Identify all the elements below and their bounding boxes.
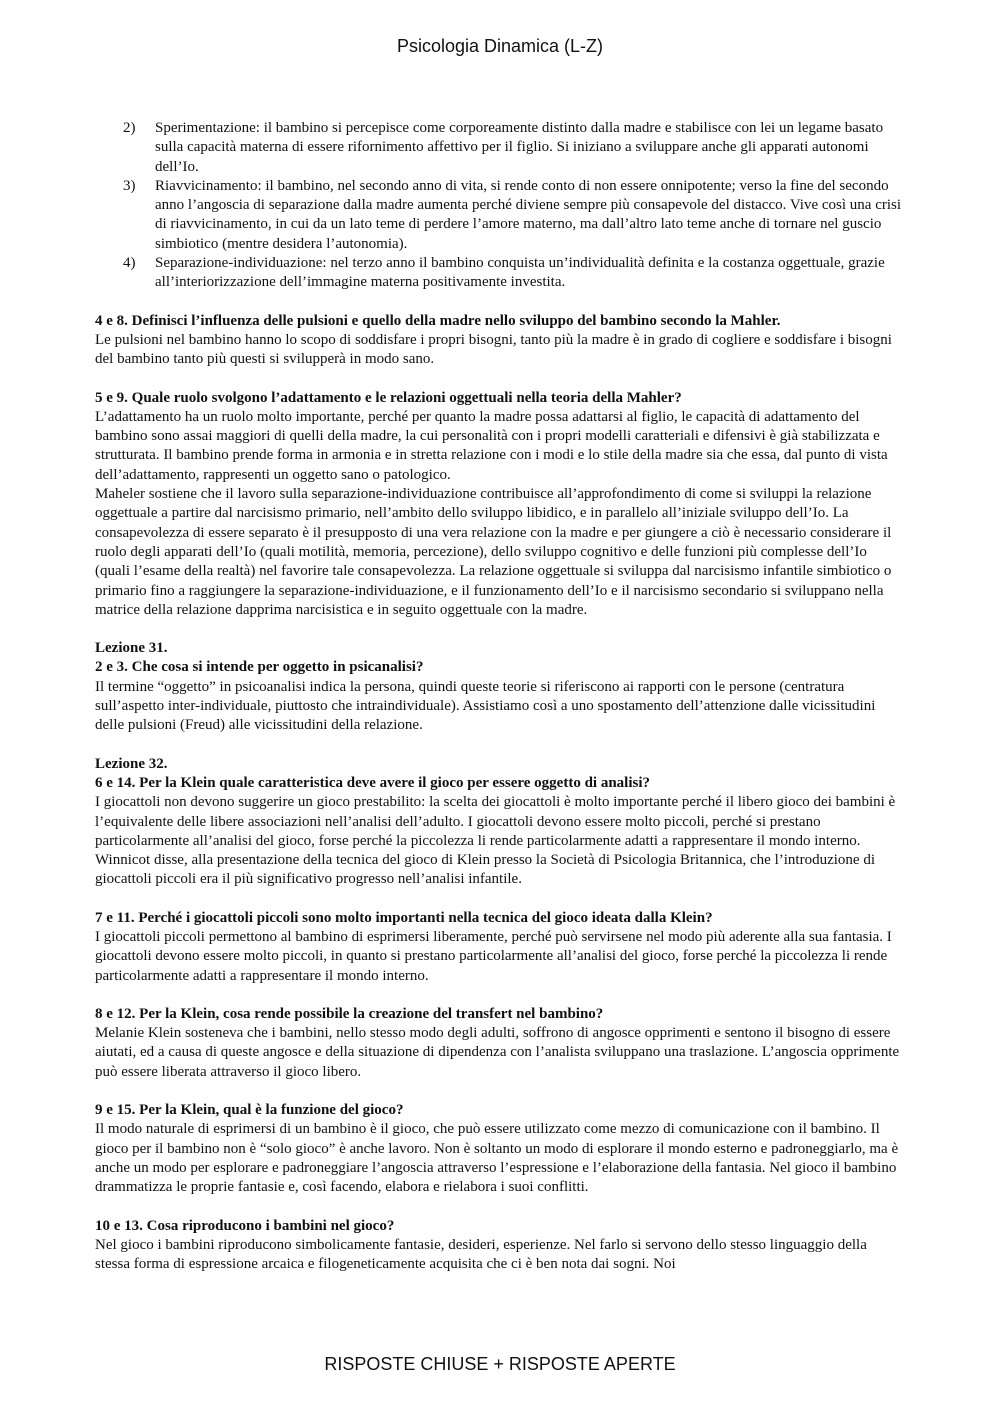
answer-paragraph: Il termine “oggetto” in psicoanalisi indica la persona, quindi queste teorie si riferiscono ai rapporti con le persone (centratura sull’aspetto inter-individuale, piuttosto che intraindividuale). Assistiamo così a uno spostamento dell’attenzione dalle vicissitudini delle pulsioni (Freud) alle vicissitudini della relazione. bbox=[95, 678, 876, 734]
list-item bbox=[95, 119, 905, 177]
page-header: Psicologia Dinamica (L-Z) bbox=[396, 36, 604, 56]
question-heading: 6 e 14. Per la Klein quale caratteristica deve avere il gioco per essere oggetto di analisi? bbox=[95, 774, 651, 791]
list-number: 2) bbox=[123, 120, 136, 136]
qa-section bbox=[95, 1101, 905, 1197]
qa-section bbox=[95, 1005, 905, 1082]
list-text: Separazione-individuazione: nel terzo anno il bambino conquista un’individualità definita e la costanza oggettuale, grazie all’interiorizzazione dell’immagine materna positivamente investita. bbox=[155, 255, 885, 291]
answer-paragraph: Il modo naturale di esprimersi di un bambino è il gioco, che può essere utilizzato come mezzo di comunicazione con il bambino. Il gioco per il bambino non è “solo gioco” è anche lavoro. Non è soltanto un modo di esplorare il mondo esterno e padroneggiarlo, ma è anche un modo per esplorare e padroneggiare l’angoscia attraverso l’espressione e l’elaborazione della fantasia. Nel gioco il bambino drammatizza le proprie fantasie e, così facendo, elabora e rielabora i suoi conflitti. bbox=[95, 1121, 899, 1196]
list-text: Riavvicinamento: il bambino, nel secondo anno di vita, si rende conto di non essere onnipotente; verso la fine del secondo anno l’angoscia di separazione dalla madre aumenta perché diviene sempre più consapevole del distacco. Vive così una crisi di riavvicinamento, in cui da un lato teme di perdere l’amore materno, ma dall’altro lato teme anche di tornare nel guscio simbiotico (mentre desidera l’autonomia). bbox=[155, 177, 902, 252]
qa-section bbox=[95, 909, 905, 986]
page-footer: RISPOSTE CHIUSE + RISPOSTE APERTE bbox=[324, 1354, 676, 1374]
list-number: 3) bbox=[123, 177, 136, 194]
qa-section bbox=[95, 639, 905, 735]
qa-section bbox=[95, 1217, 905, 1275]
list-number: 4) bbox=[123, 255, 136, 272]
list-item bbox=[95, 254, 905, 293]
question-heading: 10 e 13. Cosa riproducono i bambini nel gioco? bbox=[95, 1217, 395, 1234]
answer-paragraph: I giocattoli piccoli permettono al bambino di esprimersi liberamente, perché può servirsene nel modo più aderente alla sua fantasia. I giocattoli devono essere molto piccoli, in quanto si prestano particolarmente all’analisi del gioco, forse perché la piccolezza li rende particolarmente adatti a rappresentare il mondo interno. bbox=[95, 928, 892, 984]
answer-paragraph: Nel gioco i bambini riproducono simbolicamente fantasie, desideri, esperienze. Nel farlo si servono dello stesso linguaggio della stessa forma di espressione arcaica e filogeneticamente acquisita che ci è ben nota dai sogni. Noi bbox=[95, 1236, 867, 1273]
qa-section bbox=[95, 312, 905, 370]
answer-paragraph: Maheler sostiene che il lavoro sulla separazione-individuazione contribuisce all’approfondimento di come si sviluppi la relazione oggettuale a partire dal narcisismo primario, nell’ambito dello sviluppo libidico, e in parallelo all’iniziale sviluppo dell’Io. La consapevolezza di essere separato è il presupposto di una vera relazione con la madre e per giungere a ciò è necessario considerare il ruolo degli apparati dell’Io (quali motilità, memoria, percezione), dello sviluppo cognitivo e delle funzioni più complesse dell’Io (quali l’esame della realtà) nel favorire tale consapevolezza. La relazione oggettuale si sviluppa dal narcisismo infantile simbiotico o primario fino a raggiungere la separazione-individuazione, e il funzionamento dell’Io e il narcisismo secondario si sviluppano nella matrice della relazione dapprima narcisistica e in seguito oggettuale con la madre. bbox=[95, 486, 892, 618]
list-text: Sperimentazione: il bambino si percepisce come corporeamente distinto dalla madre e stabilisce con lei un legame basato sulla capacità materna di essere rifornimento affettivo per il figlio. Si iniziano a sviluppare anche gli apparati autonomi dell’Io. bbox=[155, 120, 884, 175]
question-heading: 9 e 15. Per la Klein, qual è la funzione del gioco? bbox=[95, 1102, 404, 1119]
answer-paragraph: Melanie Klein sosteneva che i bambini, nello stesso modo degli adulti, soffrono di angosce opprimenti e sentono il bisogno di essere aiutati, ed a causa di queste angosce e della situazione di dipendenza con l’analista sviluppano una traslazione. L’angoscia opprimente può essere liberata attraverso il gioco libero. bbox=[95, 1025, 900, 1080]
answer-paragraph: Le pulsioni nel bambino hanno lo scopo di soddisfare i propri bisogni, tanto più la madre è in grado di cogliere e soddisfare i bisogni del bambino tanto più questi si svilupperà in modo sano. bbox=[95, 331, 892, 368]
stage-list bbox=[95, 119, 905, 293]
question-heading: 8 e 12. Per la Klein, cosa rende possibile la creazione del transfert nel bambino? bbox=[95, 1005, 604, 1022]
lesson-heading: Lezione 31. bbox=[95, 640, 168, 657]
answer-paragraph: I giocattoli non devono suggerire un gioco prestabilito: la scelta dei giocattoli è molto importante perché il libero gioco dei bambini è l’equivalente delle libere associazioni nell’analisi dell’adulto. I giocattoli devono essere molto piccoli, perché si prestano particolarmente all’analisi del gioco, forse perché la piccolezza li rende particolarmente adatti a rappresentare il mondo interno. Winnicot disse, alla presentazione della tecnica del gioco di Klein presso la Società di Psicologia Britannica, che l’introduzione di giocattoli piccoli era il più significativo progresso nell’analisi infantile. bbox=[95, 794, 896, 888]
qa-section bbox=[95, 389, 905, 621]
document-body bbox=[95, 119, 905, 1274]
question-heading: 2 e 3. Che cosa si intende per oggetto in psicanalisi? bbox=[95, 659, 424, 676]
lesson-heading: Lezione 32. bbox=[95, 755, 168, 772]
question-heading: 4 e 8. Definisci l’influenza delle pulsioni e quello della madre nello sviluppo del bambino secondo la Mahler. bbox=[95, 312, 781, 329]
list-item bbox=[95, 177, 905, 254]
question-heading: 7 e 11. Perché i giocattoli piccoli sono molto importanti nella tecnica del gioco ideata dalla Klein? bbox=[95, 909, 713, 926]
answer-paragraph: L’adattamento ha un ruolo molto importante, perché per quanto la madre possa adattarsi al figlio, le capacità di adattamento del bambino sono assai maggiori di quelli della madre, la cui personalità con i propri modelli caratteriali e difensivi è già stabilizzata e strutturata. Il bambino prende forma in armonia e in stretta relazione con i modi e lo stile della madre sia che essa, dal punto di vista dell’adattamento, rappresenti un oggetto sano o patologico. bbox=[95, 408, 888, 483]
question-heading: 5 e 9. Quale ruolo svolgono l’adattamento e le relazioni oggettuali nella teoria della Mahler? bbox=[95, 389, 682, 406]
qa-section bbox=[95, 755, 905, 890]
